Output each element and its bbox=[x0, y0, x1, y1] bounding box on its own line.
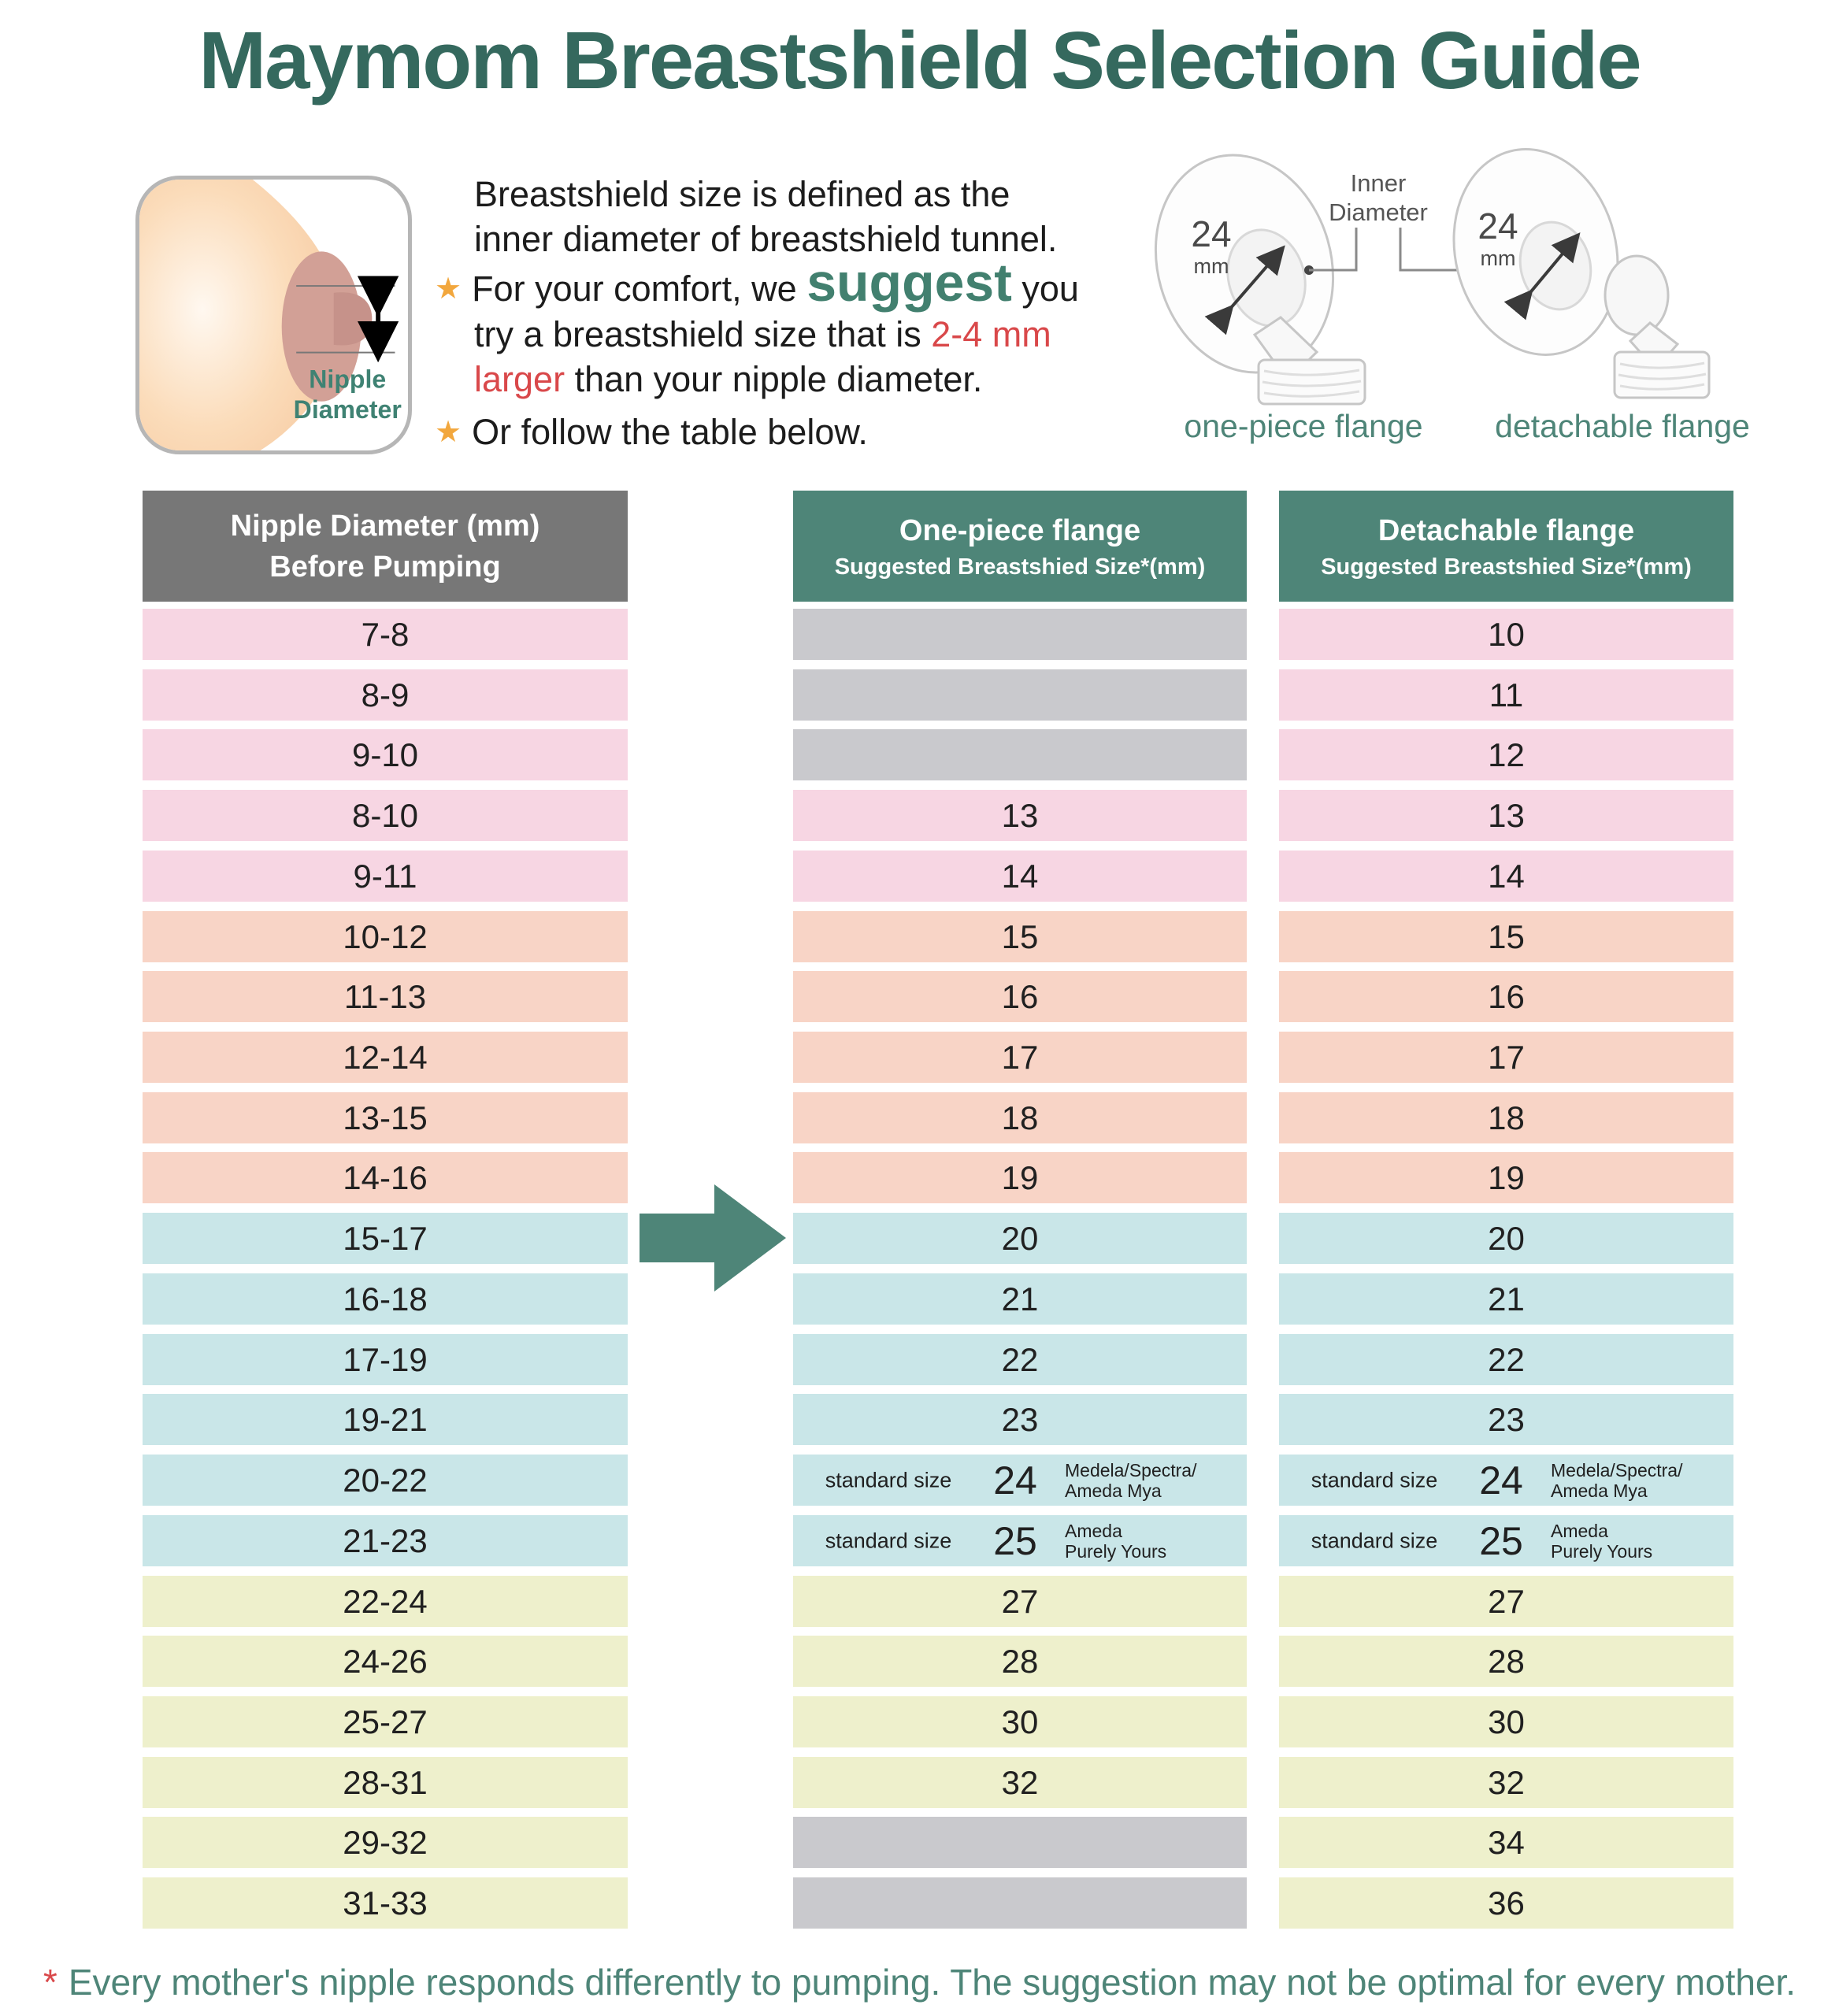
one-piece-size-cell bbox=[793, 1455, 1247, 1506]
detachable-size-cell: 32 bbox=[1279, 1757, 1733, 1808]
detachable-size-cell bbox=[1279, 1455, 1733, 1506]
header-detachable-line2: Suggested Breastshied Size*(mm) bbox=[1321, 554, 1692, 580]
detachable-size-cell bbox=[1279, 1515, 1733, 1566]
standard-size-brands: Ameda Purely Yours bbox=[1551, 1520, 1653, 1562]
one-piece-size-cell: 27 bbox=[793, 1576, 1247, 1627]
header-detachable-line1: Detachable flange bbox=[1377, 513, 1635, 547]
intro-line5 bbox=[435, 357, 1151, 402]
header-nipple-line2: Before Pumping bbox=[269, 550, 501, 584]
nipple-range-cell: 24-26 bbox=[143, 1636, 628, 1687]
nipple-range-cell: 12-14 bbox=[143, 1032, 628, 1083]
standard-size-label: standard size bbox=[1311, 1468, 1438, 1492]
nipple-range-cell: 14-16 bbox=[143, 1152, 628, 1203]
nipple-range-cell: 21-23 bbox=[143, 1515, 628, 1566]
flange-illustrations bbox=[1126, 146, 1839, 406]
one-piece-size-cell: 28 bbox=[793, 1636, 1247, 1687]
one-piece-size-cell: 17 bbox=[793, 1032, 1247, 1083]
nipple-range-cell: 10-12 bbox=[143, 911, 628, 962]
nipple-range-cell: 22-24 bbox=[143, 1576, 628, 1627]
one-piece-size-cell: 20 bbox=[793, 1213, 1247, 1264]
one-piece-size-cell: 23 bbox=[793, 1394, 1247, 1445]
detachable-size-cell: 23 bbox=[1279, 1394, 1733, 1445]
intro-bullet2 bbox=[435, 410, 1151, 455]
nipple-range-cell: 17-19 bbox=[143, 1334, 628, 1385]
intro-line5-red: larger bbox=[474, 359, 565, 399]
detachable-size-cell: 17 bbox=[1279, 1032, 1733, 1083]
one-piece-size-cell: 16 bbox=[793, 971, 1247, 1022]
one-piece-size-cell: 22 bbox=[793, 1334, 1247, 1385]
flange1-unit: mm bbox=[1193, 254, 1229, 278]
standard-size-value: 24 bbox=[993, 1458, 1037, 1503]
star-icon: ★ bbox=[435, 416, 462, 449]
detachable-flange-drawing bbox=[1433, 146, 1709, 398]
header-one-piece-line2: Suggested Breastshied Size*(mm) bbox=[834, 554, 1206, 580]
one-piece-size-cell: 21 bbox=[793, 1273, 1247, 1325]
flange-svg bbox=[1126, 146, 1839, 406]
intro-line4-red: 2-4 mm bbox=[931, 314, 1051, 354]
standard-size-value: 25 bbox=[993, 1518, 1037, 1563]
intro-bullet1-pre: For your comfort, we bbox=[472, 269, 807, 309]
standard-size-value: 25 bbox=[1479, 1518, 1523, 1563]
intro-line1: Breastshield size is defined as the bbox=[474, 174, 1010, 214]
detachable-size-cell: 22 bbox=[1279, 1334, 1733, 1385]
inner-diameter-label-line1: Inner bbox=[1350, 169, 1407, 197]
intro-suggest-highlight: suggest bbox=[806, 253, 1012, 313]
one-piece-size-cell: 19 bbox=[793, 1152, 1247, 1203]
standard-size-brands: Medela/Spectra/ Ameda Mya bbox=[1065, 1459, 1197, 1501]
detachable-size-cell: 15 bbox=[1279, 911, 1733, 962]
detachable-flange-caption: detachable flange bbox=[1495, 408, 1750, 444]
standard-size-brands: Ameda Purely Yours bbox=[1065, 1520, 1167, 1562]
nipple-label-line1: Nipple bbox=[309, 365, 387, 394]
intro-bullet1 bbox=[435, 253, 1151, 313]
nipple-shape bbox=[334, 292, 373, 345]
intro-bullet2-text: Or follow the table below. bbox=[472, 412, 868, 452]
nipple-range-cell: 28-31 bbox=[143, 1757, 628, 1808]
detachable-size-cell: 27 bbox=[1279, 1576, 1733, 1627]
inner-diameter-label-line2: Diameter bbox=[1329, 198, 1428, 226]
nipple-range-cell: 20-22 bbox=[143, 1455, 628, 1506]
one-piece-size-cell: 14 bbox=[793, 850, 1247, 902]
nipple-range-cell: 9-10 bbox=[143, 729, 628, 780]
one-piece-empty-cell bbox=[793, 609, 1247, 660]
standard-size-label: standard size bbox=[1311, 1529, 1438, 1552]
footnote-text: Every mother's nipple responds differently to pumping. The suggestion may not be optimal for every mother. bbox=[68, 1962, 1796, 2003]
detachable-size-cell: 28 bbox=[1279, 1636, 1733, 1687]
standard-size-label: standard size bbox=[825, 1468, 952, 1492]
detachable-size-cell: 16 bbox=[1279, 971, 1733, 1022]
intro-line5-post: than your nipple diameter. bbox=[565, 359, 983, 399]
intro-text bbox=[435, 172, 1151, 455]
standard-size-label: standard size bbox=[825, 1529, 952, 1552]
detachable-size-cell: 11 bbox=[1279, 669, 1733, 721]
nipple-diameter-illustration bbox=[135, 176, 412, 454]
header-nipple-diameter bbox=[143, 491, 628, 602]
footnote-asterisk: * bbox=[43, 1962, 57, 2003]
nipple-range-cell: 13-15 bbox=[143, 1092, 628, 1143]
nipple-range-cell: 31-33 bbox=[143, 1877, 628, 1929]
one-piece-empty-cell bbox=[793, 729, 1247, 780]
detachable-size-cell: 19 bbox=[1279, 1152, 1733, 1203]
header-one-piece-line1: One-piece flange bbox=[899, 513, 1141, 547]
one-piece-size-cell: 13 bbox=[793, 790, 1247, 841]
one-piece-flange-drawing bbox=[1131, 146, 1365, 404]
detachable-size-cell: 12 bbox=[1279, 729, 1733, 780]
header-nipple-line1: Nipple Diameter (mm) bbox=[230, 509, 540, 543]
header-one-piece-flange bbox=[793, 491, 1247, 602]
breast-diagram-svg bbox=[139, 180, 408, 450]
intro-line2: inner diameter of breastshield tunnel. bbox=[474, 219, 1058, 259]
page-title: Maymom Breastshield Selection Guide bbox=[198, 15, 1641, 106]
detachable-size-cell: 21 bbox=[1279, 1273, 1733, 1325]
flange2-size: 24 bbox=[1478, 206, 1518, 246]
one-piece-empty-cell bbox=[793, 1817, 1247, 1868]
nipple-range-cell: 29-32 bbox=[143, 1817, 628, 1868]
nipple-label-line2: Diameter bbox=[293, 395, 402, 424]
one-piece-empty-cell bbox=[793, 669, 1247, 721]
nipple-range-cell: 8-10 bbox=[143, 790, 628, 841]
nipple-range-cell: 9-11 bbox=[143, 850, 628, 902]
detachable-size-cell: 18 bbox=[1279, 1092, 1733, 1143]
detachable-size-cell: 20 bbox=[1279, 1213, 1733, 1264]
one-piece-size-cell: 32 bbox=[793, 1757, 1247, 1808]
one-piece-flange-caption: one-piece flange bbox=[1184, 408, 1423, 444]
standard-size-value: 24 bbox=[1479, 1458, 1523, 1503]
intro-line4 bbox=[435, 312, 1151, 357]
detachable-size-cell: 10 bbox=[1279, 609, 1733, 660]
nipple-range-cell: 7-8 bbox=[143, 609, 628, 660]
standard-size-brands: Medela/Spectra/ Ameda Mya bbox=[1551, 1459, 1683, 1501]
nipple-range-cell: 8-9 bbox=[143, 669, 628, 721]
star-icon: ★ bbox=[435, 272, 462, 306]
one-piece-size-cell: 15 bbox=[793, 911, 1247, 962]
nipple-range-cell: 15-17 bbox=[143, 1213, 628, 1264]
nipple-range-cell: 25-27 bbox=[143, 1696, 628, 1747]
detachable-size-cell: 34 bbox=[1279, 1817, 1733, 1868]
one-piece-empty-cell bbox=[793, 1877, 1247, 1929]
one-piece-size-cell: 18 bbox=[793, 1092, 1247, 1143]
nipple-range-cell: 16-18 bbox=[143, 1273, 628, 1325]
detachable-size-cell: 13 bbox=[1279, 790, 1733, 841]
flange2-unit: mm bbox=[1480, 246, 1516, 270]
nipple-range-cell: 11-13 bbox=[143, 971, 628, 1022]
intro-line4-pre: try a breastshield size that is bbox=[474, 314, 932, 354]
header-detachable-flange bbox=[1279, 491, 1733, 602]
nipple-range-cell: 19-21 bbox=[143, 1394, 628, 1445]
detachable-size-cell: 14 bbox=[1279, 850, 1733, 902]
footnote bbox=[0, 1961, 1839, 2003]
detachable-size-cell: 30 bbox=[1279, 1696, 1733, 1747]
right-arrow-icon bbox=[640, 1178, 786, 1298]
detachable-size-cell: 36 bbox=[1279, 1877, 1733, 1929]
one-piece-size-cell: 30 bbox=[793, 1696, 1247, 1747]
intro-bullet1-post: you bbox=[1011, 269, 1079, 309]
flange1-size: 24 bbox=[1191, 213, 1232, 254]
one-piece-size-cell bbox=[793, 1515, 1247, 1566]
